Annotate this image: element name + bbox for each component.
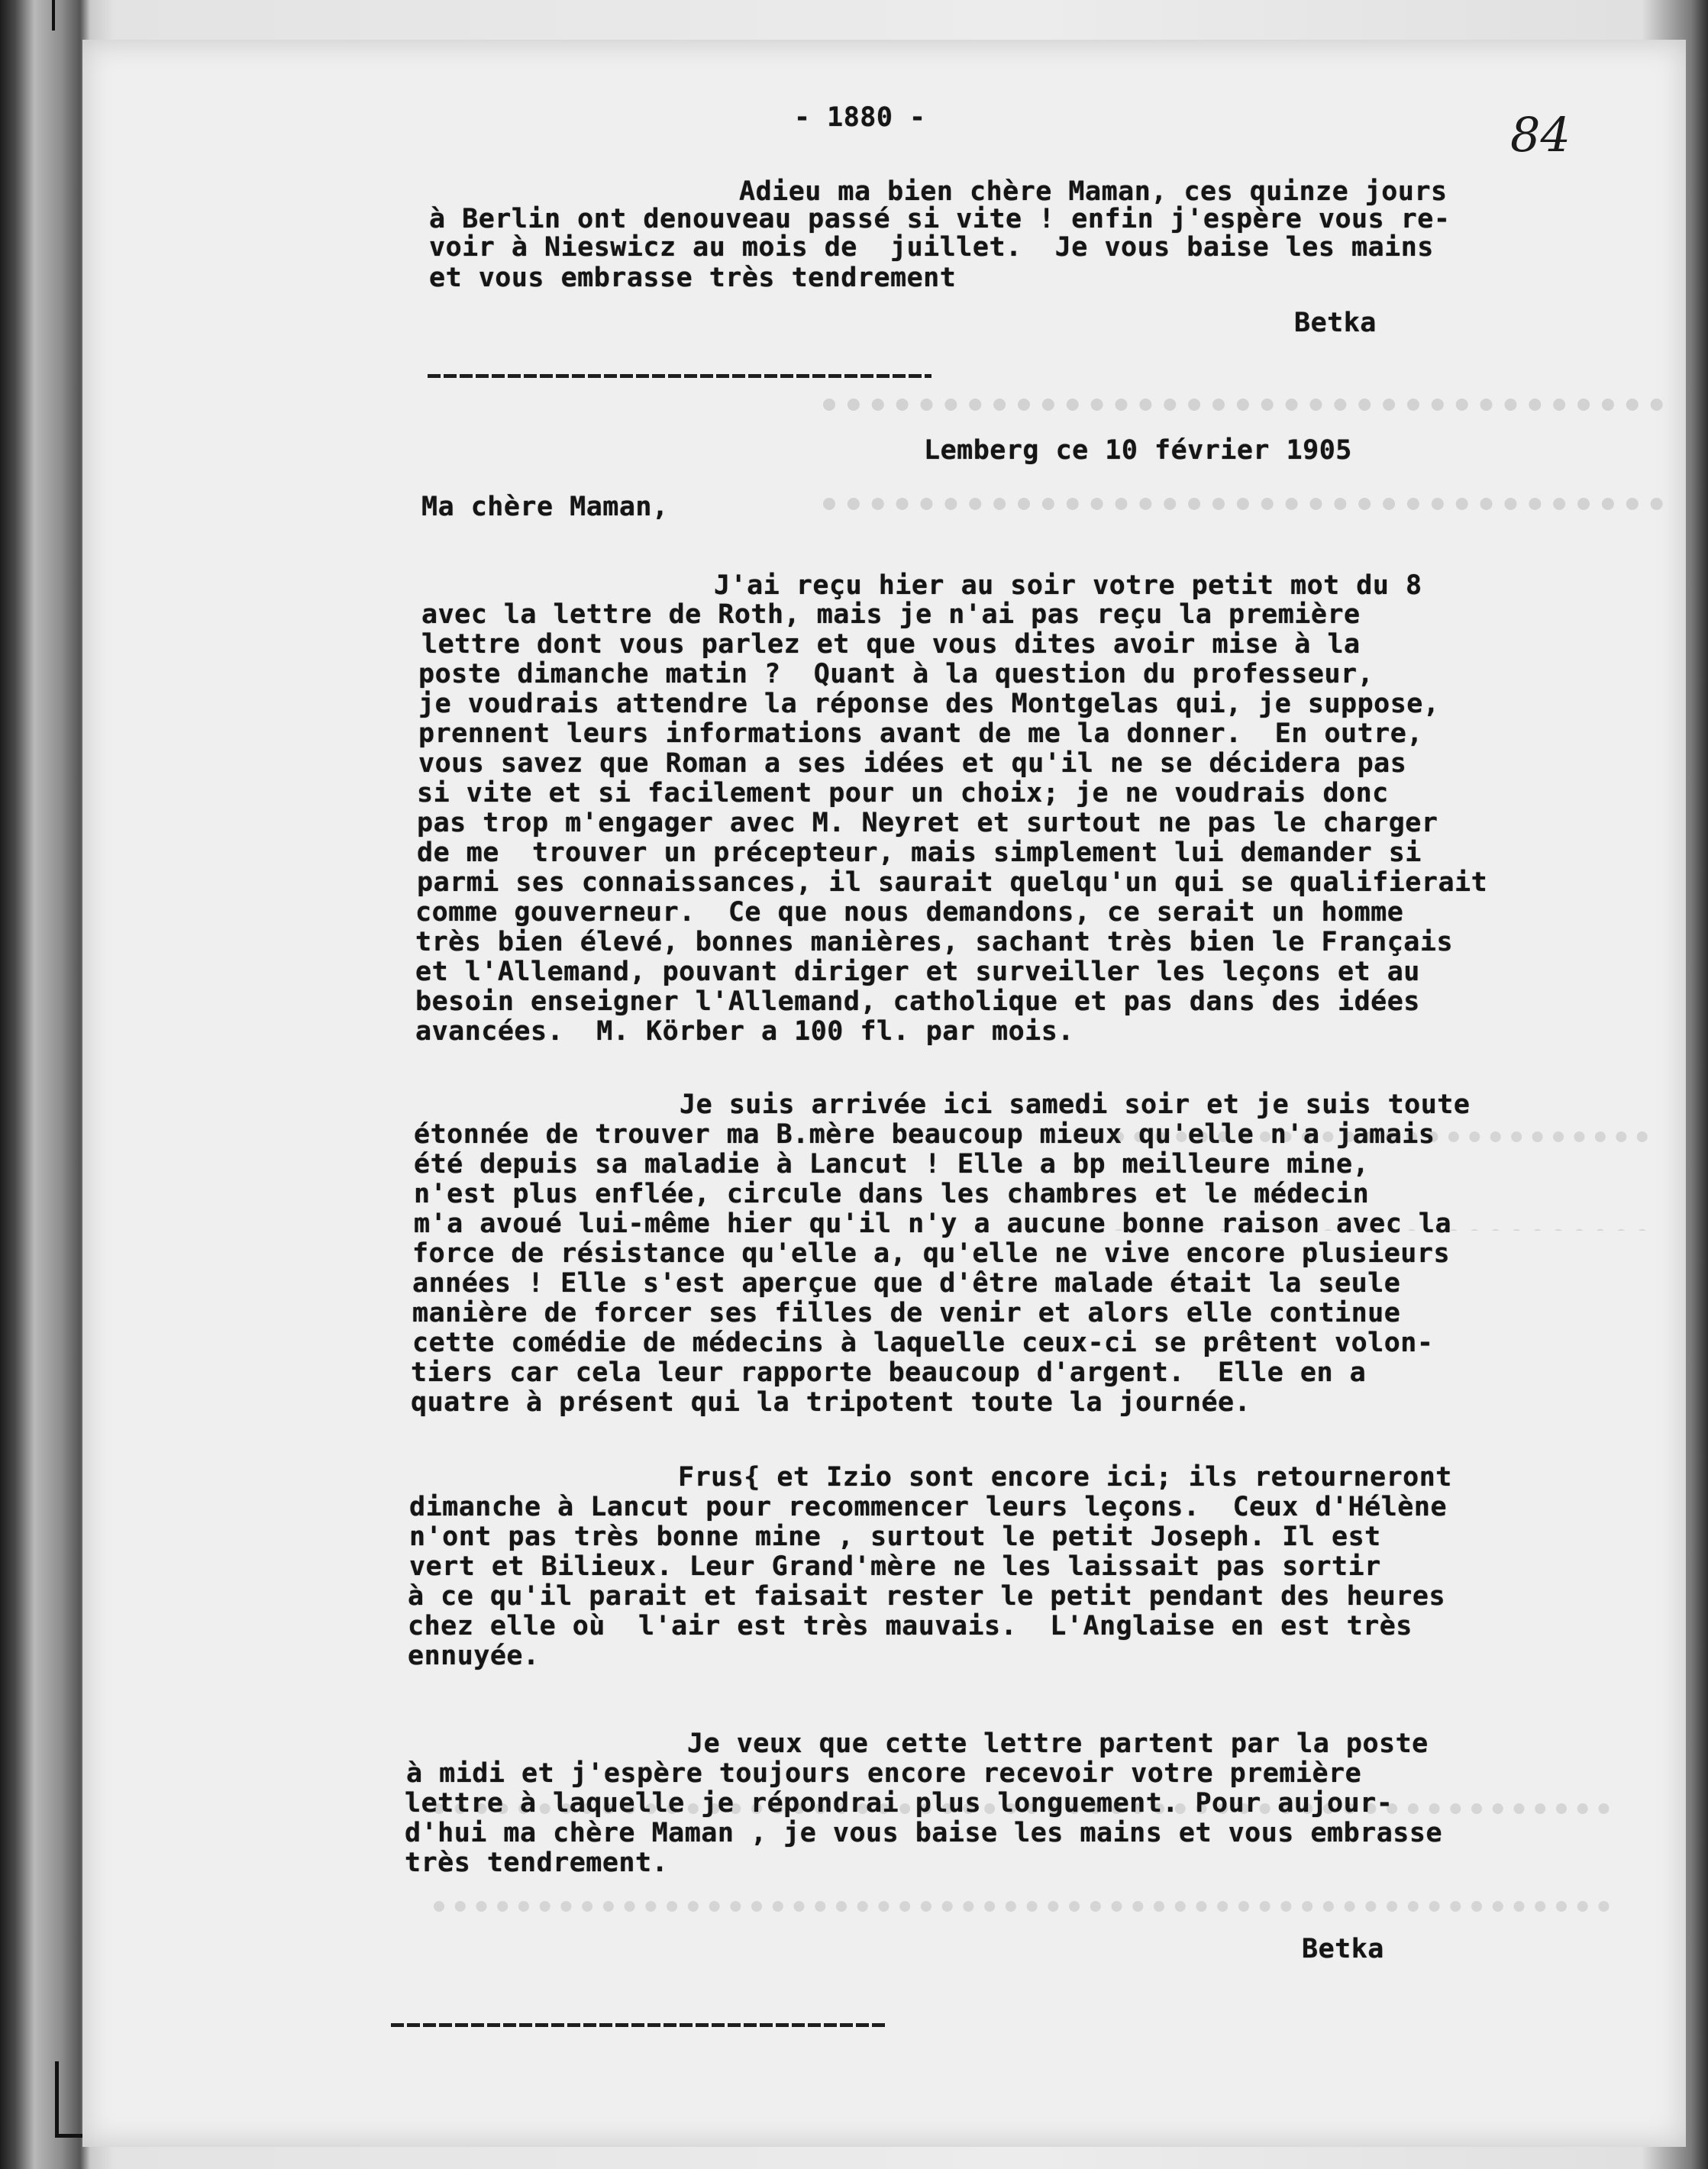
text-line: m'a avoué lui-même hier qu'il n'y a aucune bonne raison avec la	[414, 1209, 1452, 1239]
text-line: vert et Bilieux. Leur Grand'mère ne les laissait pas sortir	[409, 1551, 1381, 1582]
text-line: pas trop m'engager avec M. Neyret et surtout ne pas le charger	[417, 808, 1438, 838]
text-line: n'est plus enflée, circule dans les chambres et le médecin	[414, 1179, 1370, 1209]
text-line: vous savez que Roman a ses idées et qu'il ne se décidera pas	[418, 748, 1407, 779]
text-line: J'ai reçu hier au soir votre petit mot du 8	[714, 570, 1422, 601]
text-line: très bien élevé, bonnes manières, sachant très bien le Français	[415, 927, 1454, 957]
text-line: étonnée de trouver ma B.mère beaucoup mieux qu'elle n'a jamais	[414, 1119, 1435, 1150]
text-line: de me trouver un précepteur, mais simplement lui demander si	[417, 838, 1422, 868]
bleed-through-decoration	[823, 322, 1678, 574]
text-line: ennuyée.	[408, 1641, 540, 1671]
dateline: Lemberg ce 10 février 1905	[924, 435, 1352, 466]
text-line: Adieu ma bien chère Maman, ces quinze jours	[739, 176, 1448, 207]
text-line: je voudrais attendre la réponse des Montgelas qui, je suppose,	[418, 689, 1440, 719]
text-line: cette comédie de médecins à laquelle ceux-ci se prêtent volon-	[412, 1328, 1434, 1358]
typewritten-page	[82, 40, 1686, 2147]
text-line: à midi et j'espère toujours encore recevoir votre première	[406, 1758, 1362, 1789]
text-line: tiers car cela leur rapporte beaucoup d'argent. Elle en a	[411, 1357, 1367, 1388]
signature: Betka	[1302, 1934, 1384, 1964]
text-line: parmi ses connaissances, il saurait quelqu'un qui se qualifierait	[417, 867, 1488, 898]
text-line: besoin enseigner l'Allemand, catholique et pas dans des idées	[415, 986, 1420, 1017]
text-line: quatre à présent qui la tripotent toute la journée.	[411, 1387, 1251, 1418]
text-line: comme gouverneur. Ce que nous demandons, ce serait un homme	[415, 897, 1404, 928]
handwritten-page-number: 84	[1510, 107, 1571, 163]
text-line: manière de forcer ses filles de venir et alors elle continue	[412, 1298, 1401, 1328]
text-line: été depuis sa maladie à Lancut ! Elle a bp meilleure mine,	[414, 1149, 1370, 1180]
bleed-through-decoration	[434, 1727, 1625, 1956]
text-line: avancées. M. Körber a 100 fl. par mois.	[415, 1016, 1074, 1047]
text-line: si vite et si facilement pour un choix; je ne voudrais donc	[417, 778, 1389, 809]
text-line: à ce qu'il parait et faisait rester le petit pendant des heures	[408, 1581, 1446, 1612]
bleed-through-decoration	[1113, 1055, 1663, 1231]
text-line: avec la lettre de Roth, mais je n'ai pas reçu la première	[421, 599, 1361, 630]
text-line: chez elle où l'air est très mauvais. L'Anglaise en est très	[408, 1611, 1413, 1641]
text-line: à Berlin ont denouveau passé si vite ! enfin j'espère vous re-	[429, 204, 1451, 234]
text-line: d'hui ma chère Maman , je vous baise les mains et vous embrasse	[405, 1818, 1443, 1848]
text-line: Je suis arrivée ici samedi soir et je suis toute	[680, 1089, 1471, 1120]
text-line: très tendrement.	[405, 1848, 669, 1878]
text-line: lettre dont vous parlez et que vous dites avoir mise à la	[421, 629, 1361, 660]
scan-edge-mark	[52, 0, 55, 31]
text-line: et l'Allemand, pouvant diriger et surveiller les leçons et au	[415, 957, 1420, 987]
text-line: et vous embrasse très tendrement	[429, 263, 957, 293]
text-line: poste dimanche matin ? Quant à la question du professeur,	[418, 659, 1374, 689]
signature: Betka	[1294, 308, 1377, 338]
folio-number: - 1880 -	[794, 102, 926, 133]
text-line: voir à Nieswicz au mois de juillet. Je vous baise les mains	[429, 232, 1434, 263]
text-line: prennent leurs informations avant de me la donner. En outre,	[418, 718, 1423, 749]
text-line: années ! Elle s'est aperçue que d'être malade était la seule	[412, 1268, 1401, 1299]
text-line: force de résistance qu'elle a, qu'elle ne vive encore plusieurs	[412, 1238, 1451, 1269]
text-line: dimanche à Lancut pour recommencer leurs leçons. Ceux d'Hélène	[409, 1492, 1448, 1522]
salutation: Ma chère Maman,	[421, 492, 669, 522]
text-line: lettre à laquelle je répondrai plus longuement. Pour aujour-	[405, 1788, 1393, 1819]
text-line: Frus{ et Izio sont encore ici; ils retourneront	[678, 1462, 1452, 1493]
text-line: n'ont pas très bonne mine , surtout le petit Joseph. Il est	[409, 1522, 1381, 1552]
text-line: Je veux que cette lettre partent par la poste	[687, 1728, 1429, 1759]
